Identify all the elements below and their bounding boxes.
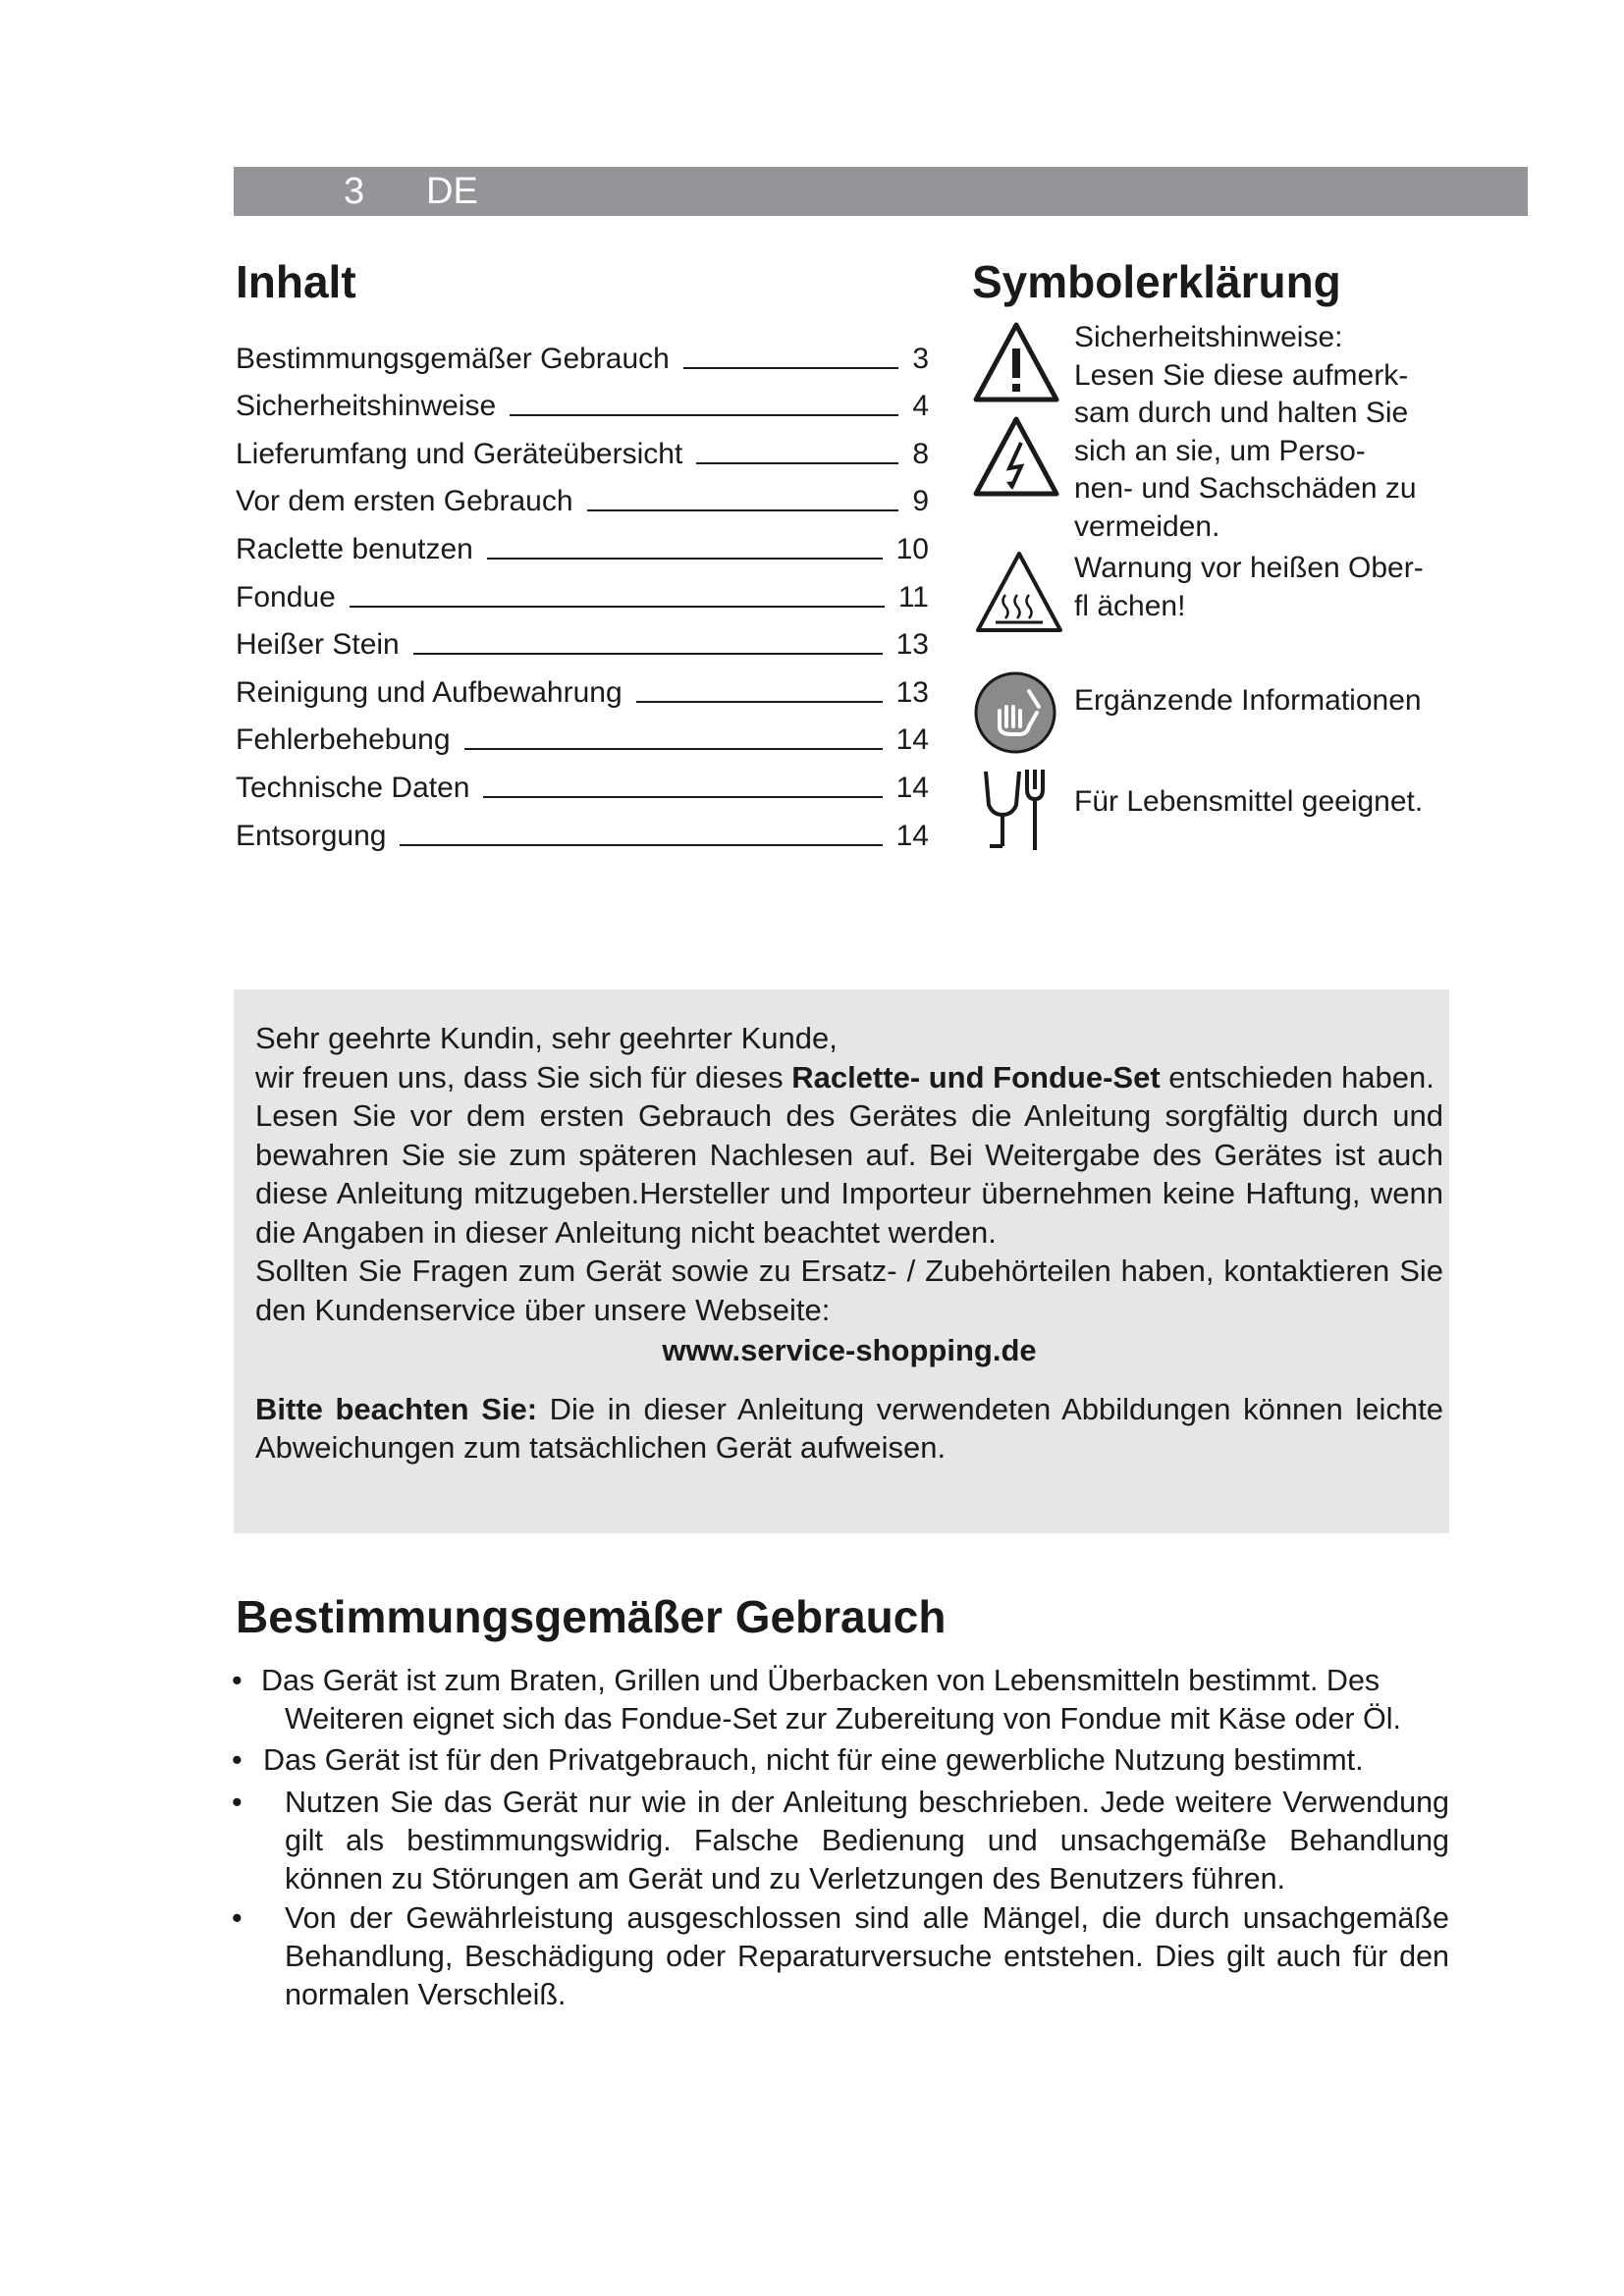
toc-item-label: Entsorgung bbox=[236, 819, 387, 852]
hot-surface-text bbox=[1074, 550, 1467, 625]
bullet-marker: • bbox=[232, 1901, 243, 1935]
bullet-text: Nutzen Sie das Gerät nur wie in der Anleitung beschrieben. Jede weitere Verwendung gilt als bestimmungswidrig. Falsche Bedienung und unsachgemäße Behandlung können zu Störungen am Gerät und zu Verletzungen des Benutzers führen. bbox=[285, 1786, 1449, 1896]
warning-triangle-icon bbox=[972, 319, 1060, 412]
notice-remark bbox=[255, 1390, 1443, 1468]
notice-greeting: Sehr geehrte Kundin, sehr geehrter Kunde, bbox=[255, 1021, 838, 1055]
table-of-contents bbox=[236, 328, 929, 853]
toc-item-label: Sicherheitshinweise bbox=[236, 390, 497, 423]
toc-item[interactable] bbox=[236, 614, 929, 663]
toc-item[interactable] bbox=[236, 662, 929, 710]
intended-use-bullet bbox=[232, 1662, 1449, 1738]
bullet-text: Das Gerät ist zum Braten, Grillen und Überbacken von Lebensmitteln bestimmt. Des bbox=[261, 1664, 1380, 1697]
notice-remark-label: Bitte beachten Sie: bbox=[255, 1391, 538, 1426]
info-hand-icon bbox=[972, 669, 1058, 761]
notice-intro-end: entschieden haben. bbox=[1160, 1059, 1435, 1095]
toc-item[interactable] bbox=[236, 423, 929, 471]
toc-item-page: 14 bbox=[895, 771, 929, 804]
toc-leader-line bbox=[636, 701, 883, 703]
hot-surface-line: Warnung vor heißen Ober- bbox=[1074, 552, 1424, 584]
toc-item-label: Vor dem ersten Gebrauch bbox=[236, 485, 573, 518]
safety-line: sam durch und halten Sie bbox=[1074, 397, 1409, 429]
notice-instructions: Lesen Sie vor dem ersten Gebrauch des Gerätes die Anleitung sorgfältig durch und bewahren Sie sie zum späteren Nachlesen auf. Bei Weitergabe des Gerätes ist auch diese Anleitung mitzugeben.Hersteller und Importeur übernehmen keine Haftung, wenn die Angaben in dieser Anleitung nicht beachtet werden. bbox=[255, 1098, 1443, 1250]
toc-item-label: Raclette benutzen bbox=[236, 532, 473, 565]
toc-item[interactable] bbox=[236, 805, 929, 853]
safety-line: vermeiden. bbox=[1074, 509, 1220, 543]
toc-item-label: Heißer Stein bbox=[236, 628, 400, 662]
toc-item-page: 9 bbox=[912, 485, 929, 518]
symbols-title: Symbolerklärung bbox=[972, 256, 1341, 307]
toc-leader-line bbox=[350, 606, 885, 608]
customer-notice-box bbox=[234, 989, 1449, 1533]
toc-item[interactable] bbox=[236, 471, 929, 519]
product-name: Raclette- und Fondue-Set bbox=[791, 1059, 1161, 1095]
toc-item-page: 13 bbox=[895, 628, 929, 662]
toc-item[interactable] bbox=[236, 710, 929, 758]
toc-item-label: Bestimmungsgemäßer Gebrauch bbox=[236, 342, 670, 375]
notice-contact: Sollten Sie Fragen zum Gerät sowie zu Ersatz- / Zubehörteilen haben, kontaktieren Sie den Kundenservice über unsere Webseite: bbox=[255, 1254, 1443, 1327]
toc-item[interactable] bbox=[236, 566, 929, 614]
toc-leader-line bbox=[696, 462, 898, 464]
notice-remark-text: Die in dieser Anleitung verwendeten Abbildungen können leichte Abweichungen zum tatsächlichen Gerät aufweisen. bbox=[255, 1391, 1443, 1465]
toc-leader-line bbox=[413, 653, 883, 655]
safety-notice-text bbox=[1074, 319, 1467, 546]
toc-leader-line bbox=[464, 748, 883, 750]
bullet-text: Das Gerät ist für den Privatgebrauch, nicht für eine gewerbliche Nutzung bestimmt. bbox=[263, 1743, 1364, 1777]
glass-fork-icon bbox=[972, 764, 1058, 859]
toc-item-label: Reinigung und Aufbewahrung bbox=[236, 675, 623, 709]
hot-surface-line: fl ächen! bbox=[1074, 589, 1186, 622]
info-text: Ergänzende Informationen bbox=[1074, 684, 1422, 717]
bullet-marker: • bbox=[232, 1786, 243, 1819]
intended-use-bullet bbox=[232, 1899, 1449, 2014]
safety-line: sich an sie, um Perso- bbox=[1074, 434, 1366, 467]
intended-use-bullet bbox=[232, 1784, 1449, 1898]
safety-line: nen- und Sachschäden zu bbox=[1074, 472, 1417, 505]
toc-title: Inhalt bbox=[236, 256, 356, 307]
toc-item[interactable] bbox=[236, 518, 929, 566]
toc-leader-line bbox=[683, 367, 898, 369]
safety-line: Lesen Sie diese aufmerk- bbox=[1074, 358, 1409, 392]
toc-item-page: 3 bbox=[912, 342, 929, 375]
toc-item-page: 14 bbox=[895, 723, 929, 757]
toc-item-label: Lieferumfang und Geräteübersicht bbox=[236, 437, 683, 470]
toc-leader-line bbox=[510, 414, 898, 416]
intended-use-bullet bbox=[232, 1741, 1449, 1780]
bullet-text: Weiteren eignet sich das Fondue-Set zur Zubereitung von Fondue mit Käse oder Öl. bbox=[285, 1702, 1402, 1735]
toc-leader-line bbox=[587, 509, 899, 511]
notice-intro-start: wir freuen uns, dass Sie sich für dieses bbox=[255, 1059, 792, 1095]
toc-item-page: 8 bbox=[912, 437, 929, 470]
toc-item-label: Technische Daten bbox=[236, 771, 470, 804]
bullet-marker: • bbox=[232, 1664, 243, 1697]
toc-leader-line bbox=[400, 844, 882, 846]
toc-item-label: Fehlerbehebung bbox=[236, 723, 451, 757]
toc-item[interactable] bbox=[236, 328, 929, 376]
toc-item[interactable] bbox=[236, 757, 929, 805]
hot-surface-icon bbox=[972, 548, 1066, 643]
toc-item-page: 10 bbox=[895, 532, 929, 565]
safety-line: Sicherheitshinweise: bbox=[1074, 321, 1343, 353]
toc-item-page: 4 bbox=[912, 390, 929, 423]
toc-leader-line bbox=[483, 796, 882, 798]
bullet-marker: • bbox=[232, 1743, 243, 1777]
toc-item-page: 13 bbox=[895, 675, 929, 709]
page-header-bar bbox=[234, 167, 1528, 216]
food-safe-text: Für Lebensmittel geeignet. bbox=[1074, 785, 1424, 818]
toc-item-page: 14 bbox=[895, 819, 929, 852]
toc-item[interactable] bbox=[236, 376, 929, 424]
toc-leader-line bbox=[487, 558, 883, 560]
notice-intro bbox=[255, 1058, 1443, 1097]
bullet-text: Von der Gewährleistung ausgeschlossen sind alle Mängel, die durch unsachgemäße Behandlung, Beschädigung oder Reparaturversuche entstehen. Dies gilt auch für den normalen Verschleiß. bbox=[285, 1901, 1449, 2011]
page-number: 3 bbox=[344, 171, 365, 212]
service-website-link[interactable]: www.service-shopping.de bbox=[662, 1333, 1037, 1367]
toc-item-label: Fondue bbox=[236, 580, 336, 614]
electric-hazard-icon bbox=[972, 413, 1060, 507]
intended-use-title: Bestimmungsgemäßer Gebrauch bbox=[236, 1591, 947, 1642]
language-code: DE bbox=[426, 171, 478, 212]
toc-item-page: 11 bbox=[897, 580, 929, 614]
